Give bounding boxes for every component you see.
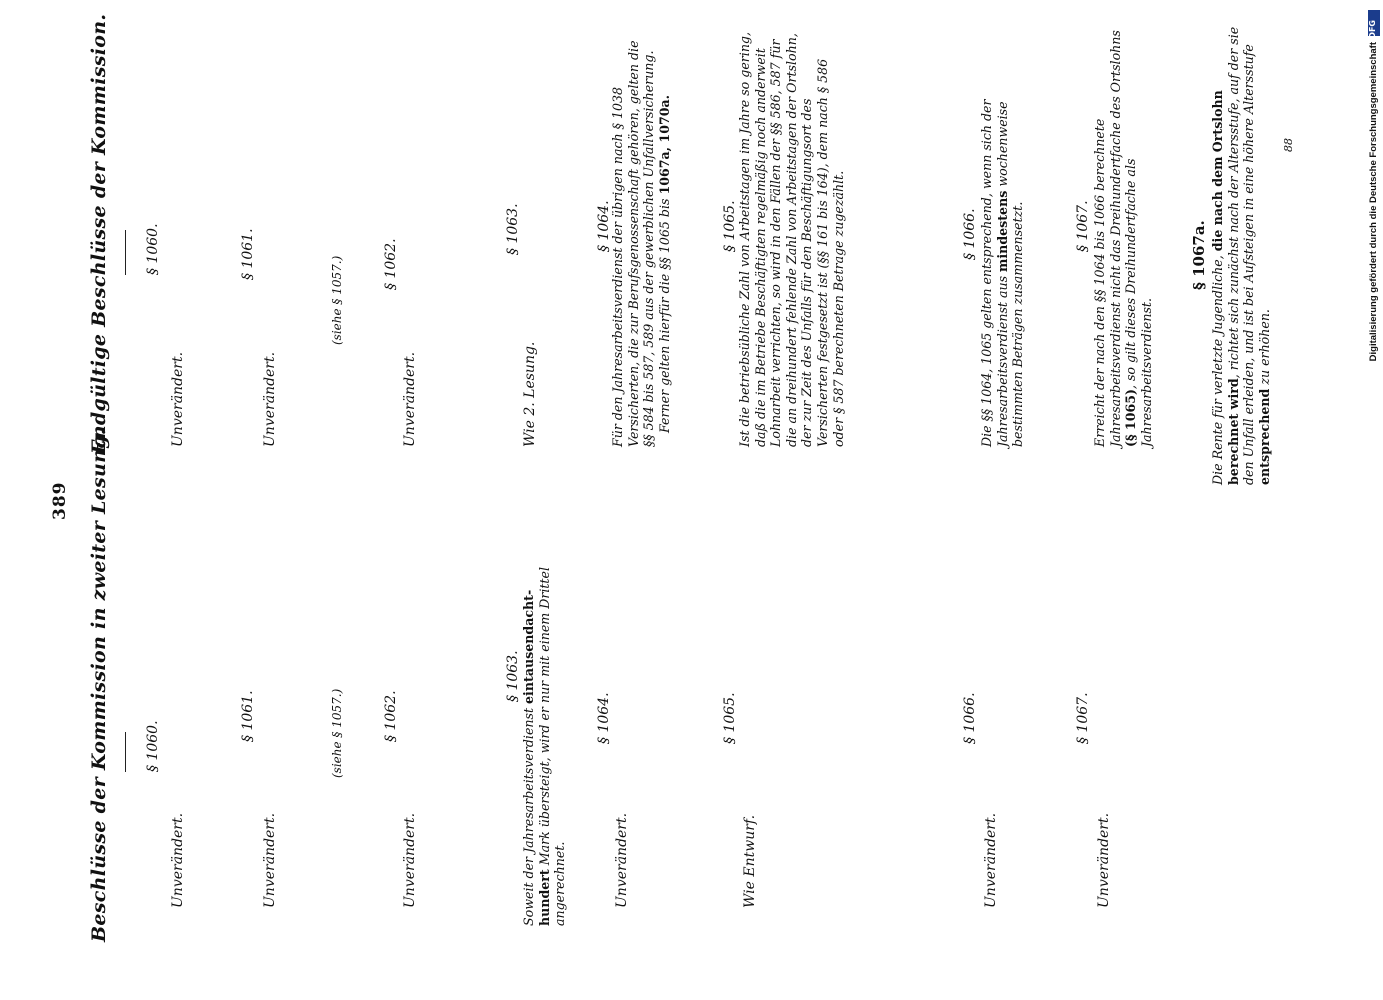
left-r2-section: § 1061. (240, 690, 256, 742)
right-column-heading: Endgültige Beschlüsse der Kommission. (88, 13, 110, 454)
right-r4-section: § 1062. (383, 238, 399, 290)
right-r9-text: Erreicht der nach den §§ 1064 bis 1066 berechnete Jahresarbeitsverdienst nicht das Dreihundertfache des Ortslohns (§ 1065), so gilt dieses Dreihundertfache als Jahresarbeitsverdienst. (1092, 30, 1154, 447)
left-r5-text: Soweit der Jahresarbeitsverdienst eintausendacht- hundert Mark übersteigt, wird er nur mit einem Drittel angerechnet. (521, 567, 568, 926)
left-r4-section: § 1062. (383, 690, 399, 742)
right-r8-text: Die §§ 1064, 1065 gelten entsprechend, wenn sich der Jahresarbeitsverdienst aus mindestens wochenweise bestimmten Beträgen zusammensetzt. (979, 99, 1026, 447)
right-r3-note: (siehe § 1057.) (330, 255, 344, 345)
left-r9-section: § 1067. (1075, 692, 1091, 744)
left-r1-section: § 1060. (145, 720, 161, 772)
right-r6-section: § 1064. (596, 200, 612, 252)
left-column-heading: Beschlüsse der Kommission in zweiter Lesung. (88, 428, 110, 942)
right-r7-text: Ist die betriebsübliche Zahl von Arbeitstagen im Jahre so gering, daß die im Betriebe Beschäftigten regelmäßig noch anderweit Lohnarbeit verrichten, so wird in den Fällen der §§ 586, 587 für die an dreihundert fehlende Zahl von Arbeitstagen der Ortslohn, der zur Zeit des Unfalls für den Beschäftigungsort des Versicherten festgesetzt ist (§§ 161 bis 164), dem nach § 586 oder § 587 berechneten Betrage zugezählt. (737, 32, 846, 447)
right-r10-section: § 1067a. (1190, 220, 1208, 290)
right-r2-label: Unverändert. (262, 351, 278, 447)
right-r1-section: § 1060. (145, 223, 161, 275)
left-r4-label: Unverändert. (402, 812, 418, 908)
right-r1-label: Unverändert. (170, 351, 186, 447)
digitization-credit: Digitalisierung gefördert durch die Deutsche Forschungsgemeinschaft (1368, 42, 1379, 362)
left-r1-label: Unverändert. (170, 812, 186, 908)
left-r7-section: § 1065. (722, 692, 738, 744)
right-r10-text: Die Rente für verletzte Jugendliche, die nach dem Ortslohn berechnet wird, richtet sich zunächst nach der Altersstufe, auf der sie den Unfall erleiden, und ist bei Aufsteigen in eine höhere Altersstufe entsprechend zu erhöhen. (1210, 26, 1272, 485)
dfg-logo: DFG (1368, 10, 1380, 36)
left-r8-section: § 1066. (962, 692, 978, 744)
right-r2-section: § 1061. (240, 228, 256, 280)
digitization-credit-strip (1366, 8, 1382, 1000)
left-r6-section: § 1064. (596, 692, 612, 744)
right-r4-label: Unverändert. (402, 351, 418, 447)
left-heading-rule (125, 732, 126, 772)
right-heading-rule (125, 230, 126, 275)
right-r8-section: § 1066. (962, 208, 978, 260)
page-number: 389 (50, 481, 70, 520)
left-r9-label: Unverändert. (1096, 812, 1112, 908)
right-r5-label: Wie 2. Lesung. (522, 341, 538, 447)
right-r7-section: § 1065. (722, 200, 738, 252)
right-r5-section: § 1063. (505, 203, 521, 255)
left-r3-note: (siehe § 1057.) (330, 688, 344, 778)
right-r6-text: Für den Jahresarbeitsverdienst der übrigen nach § 1038 Versicherten, die zur Berufsgenossenschaft gehören, gelten die §§ 584 bis 587, 589 aus der gewerblichen Unfallversicherung. Ferner gelten hierfür die §§ 1065 bis 1067a, 1070a. (610, 40, 672, 447)
printer-signature: 88 (1282, 138, 1295, 152)
left-r2-label: Unverändert. (262, 812, 278, 908)
left-r6-label: Unverändert. (614, 812, 630, 908)
left-r5-section: § 1063. (505, 650, 521, 702)
left-r7-label: Wie Entwurf. (742, 814, 758, 908)
right-r9-section: § 1067. (1075, 200, 1091, 252)
left-r8-label: Unverändert. (983, 812, 999, 908)
